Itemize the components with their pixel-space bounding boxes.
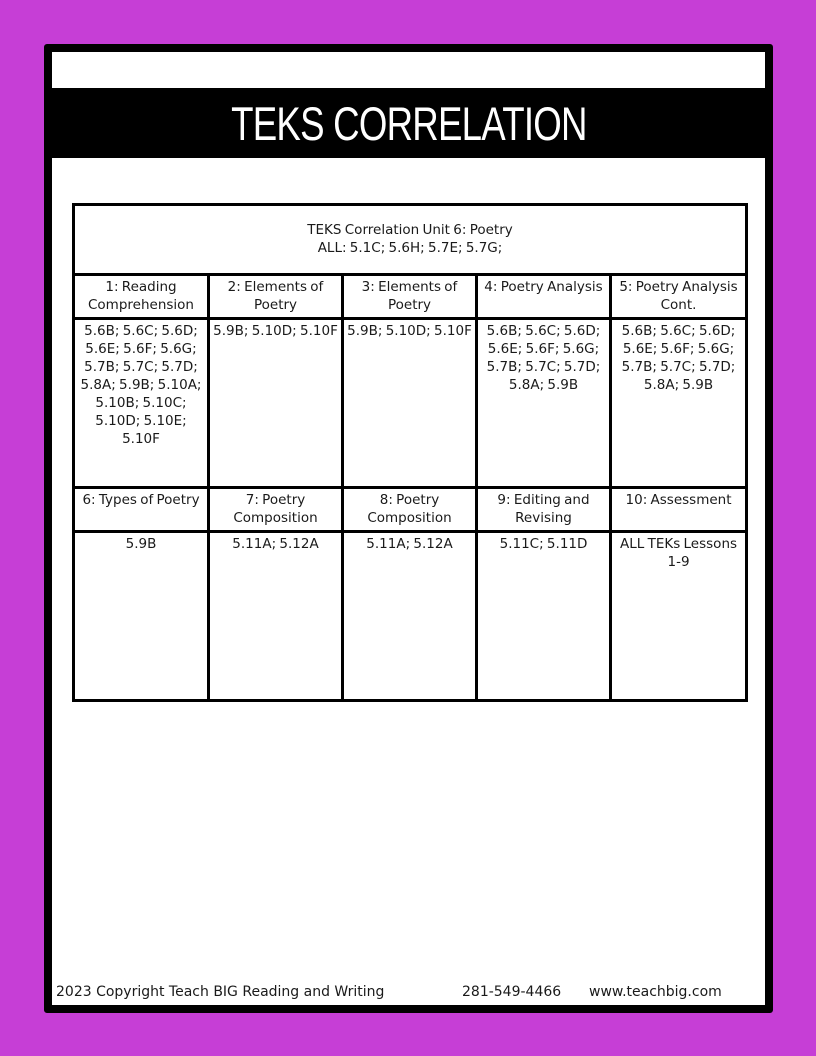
standards-cell: 5.6B; 5.6C; 5.6D; 5.6E; 5.6F; 5.6G; 5.7B; 5.7C; 5.7D; 5.8A; 5.9B; 5.10A; 5.10B; 5.10C; 5.10D; 5.10E; 5.10F xyxy=(74,319,209,488)
standards-cell: 5.11C; 5.11D xyxy=(477,532,611,701)
all-standards: ALL: 5.1C; 5.6H; 5.7E; 5.7G; xyxy=(317,239,503,256)
lesson-cell: 3: Elements of Poetry xyxy=(343,275,477,319)
worksheet-page xyxy=(44,44,773,1013)
standards-cell: 5.9B; 5.10D; 5.10F xyxy=(343,319,477,488)
standards-cell: 5.6B; 5.6C; 5.6D; 5.6E; 5.6F; 5.6G; 5.7B; 5.7C; 5.7D; 5.8A; 5.9B xyxy=(477,319,611,488)
lesson-cell: 9: Editing and Revising xyxy=(477,488,611,532)
phone-number: 281-549-4466 xyxy=(462,984,562,1000)
title-banner xyxy=(52,88,765,158)
teks-correlation-table xyxy=(72,203,748,702)
lesson-row-1 xyxy=(74,275,747,319)
standards-cell: 5.9B xyxy=(74,532,209,701)
lesson-cell: 6: Types of Poetry xyxy=(74,488,209,532)
table-header-cell xyxy=(74,205,747,275)
standards-row-2 xyxy=(74,532,747,701)
lesson-cell: 10: Assessment xyxy=(611,488,747,532)
lesson-cell: 1: Reading Comprehension xyxy=(74,275,209,319)
lesson-cell: 2: Elements of Poetry xyxy=(209,275,343,319)
standards-cell: 5.11A; 5.12A xyxy=(343,532,477,701)
copyright-text: 2023 Copyright Teach BIG Reading and Writing xyxy=(56,984,385,1000)
unit-title: TEKS Correlation Unit 6: Poetry xyxy=(307,221,513,238)
standards-row-1 xyxy=(74,319,747,488)
standards-cell: 5.9B; 5.10D; 5.10F xyxy=(209,319,343,488)
table-header-row xyxy=(74,205,747,275)
page-title: TEKS CORRELATION xyxy=(230,96,587,150)
lesson-cell: 7: Poetry Composition xyxy=(209,488,343,532)
standards-cell: 5.11A; 5.12A xyxy=(209,532,343,701)
lesson-cell: 4: Poetry Analysis xyxy=(477,275,611,319)
standards-cell: 5.6B; 5.6C; 5.6D; 5.6E; 5.6F; 5.6G; 5.7B; 5.7C; 5.7D; 5.8A; 5.9B xyxy=(611,319,747,488)
standards-cell: ALL TEKs Lessons 1-9 xyxy=(611,532,747,701)
website-link[interactable]: www.teachbig.com xyxy=(589,984,722,1000)
lesson-row-2 xyxy=(74,488,747,532)
lesson-cell: 5: Poetry Analysis Cont. xyxy=(611,275,747,319)
lesson-cell: 8: Poetry Composition xyxy=(343,488,477,532)
